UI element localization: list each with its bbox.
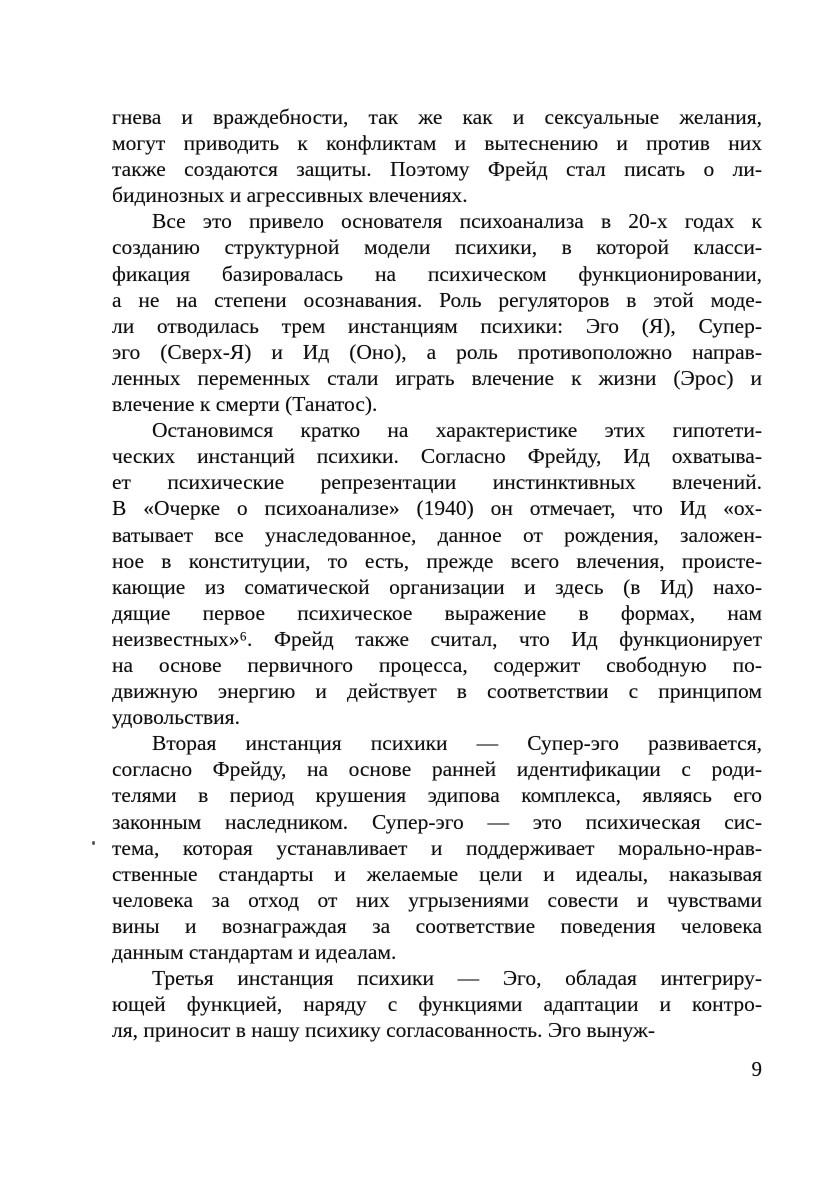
text-line: ющей функцией, наряду с функциями адаптации и контро- — [112, 992, 762, 1017]
text-line: человека за отход от них угрызениями совести и чувствами — [112, 887, 762, 912]
text-line: Все это привело основателя психоанализа в 20-х годах к — [152, 209, 762, 234]
page-number: 9 — [751, 1057, 762, 1081]
text-line: удовольствия. — [112, 705, 240, 730]
text-line: неизвестных»⁶. Фрейд также считал, что Ид функционирует — [112, 626, 762, 651]
text-line: ственные стандарты и желаемые цели и идеалы, наказывая — [112, 861, 762, 886]
text-line: фикация базировалась на психическом функционировании, — [112, 261, 762, 286]
text-line: могут приводить к конфликтам и вытеснению и против них — [112, 131, 762, 156]
text-line: кающие из соматической организации и здесь (в Ид) нахо- — [112, 574, 762, 599]
text-line: телями в период крушения эдипова комплекса, являясь его — [112, 783, 762, 808]
text-line: ватывает все унаследованное, данное от рождения, заложен- — [112, 522, 762, 547]
text-line: В «Очерке о психоанализе» (1940) он отмечает, что Ид «ох- — [112, 496, 762, 521]
text-line: Вторая инстанция психики — Супер-эго развивается, — [152, 731, 762, 756]
paragraph — [112, 730, 762, 965]
text-line: ля, приносит в нашу психику согласованность. Эго вынуж- — [112, 1018, 656, 1043]
text-line: гнева и враждебности, так же как и сексуальные желания, — [112, 105, 762, 129]
text-line: движную энергию и действует в соответствии с принципом — [112, 679, 762, 704]
text-line: ли отводилась трем инстанциям психики: Эго (Я), Супер- — [112, 313, 762, 338]
text-line: ное в конституции, то есть, прежде всего влечения, происте- — [112, 548, 762, 573]
text-line: а не на степени осознавания. Роль регуляторов в этой моде- — [112, 287, 762, 312]
text-line: также создаются защиты. Поэтому Фрейд стал писать о ли- — [112, 157, 762, 182]
text-line: законным наследником. Супер-эго — это психическая сис- — [112, 809, 762, 834]
text-line: на основе первичного процесса, содержит свободную по- — [112, 652, 762, 677]
scan-artifact-dot — [92, 841, 95, 845]
body-text — [112, 104, 762, 1043]
text-line: дящие первое психическое выражение в формах, нам — [112, 600, 762, 625]
paragraph — [112, 965, 762, 1043]
text-line: созданию структурной модели психики, в которой класси- — [112, 235, 762, 260]
text-line: эго (Сверх-Я) и Ид (Оно), а роль противоположно направ- — [112, 339, 762, 364]
text-line: вины и вознаграждая за соответствие поведения человека — [112, 913, 762, 938]
text-line: тема, которая устанавливает и поддерживает морально-нрав- — [112, 835, 762, 860]
text-line: влечение к смерти (Танатос). — [112, 392, 378, 417]
text-line: бидинозных и агрессивных влечениях. — [112, 183, 468, 208]
paragraph — [112, 208, 762, 417]
text-line: Третья инстанция психики — Эго, обладая интегриру- — [152, 966, 762, 991]
text-line: данным стандартам и идеалам. — [112, 940, 397, 964]
paragraph — [112, 104, 762, 208]
paragraph — [112, 417, 762, 730]
text-line: ленных переменных стали играть влечение к жизни (Эрос) и — [112, 365, 762, 390]
text-line: согласно Фрейду, на основе ранней идентификации с роди- — [112, 757, 762, 782]
text-line: ческих инстанций психики. Согласно Фрейду, Ид охватыва- — [112, 444, 762, 469]
text-line: Остановимся кратко на характеристике этих гипотети- — [152, 418, 762, 443]
text-line: ет психические репрезентации инстинктивных влечений. — [112, 470, 762, 495]
